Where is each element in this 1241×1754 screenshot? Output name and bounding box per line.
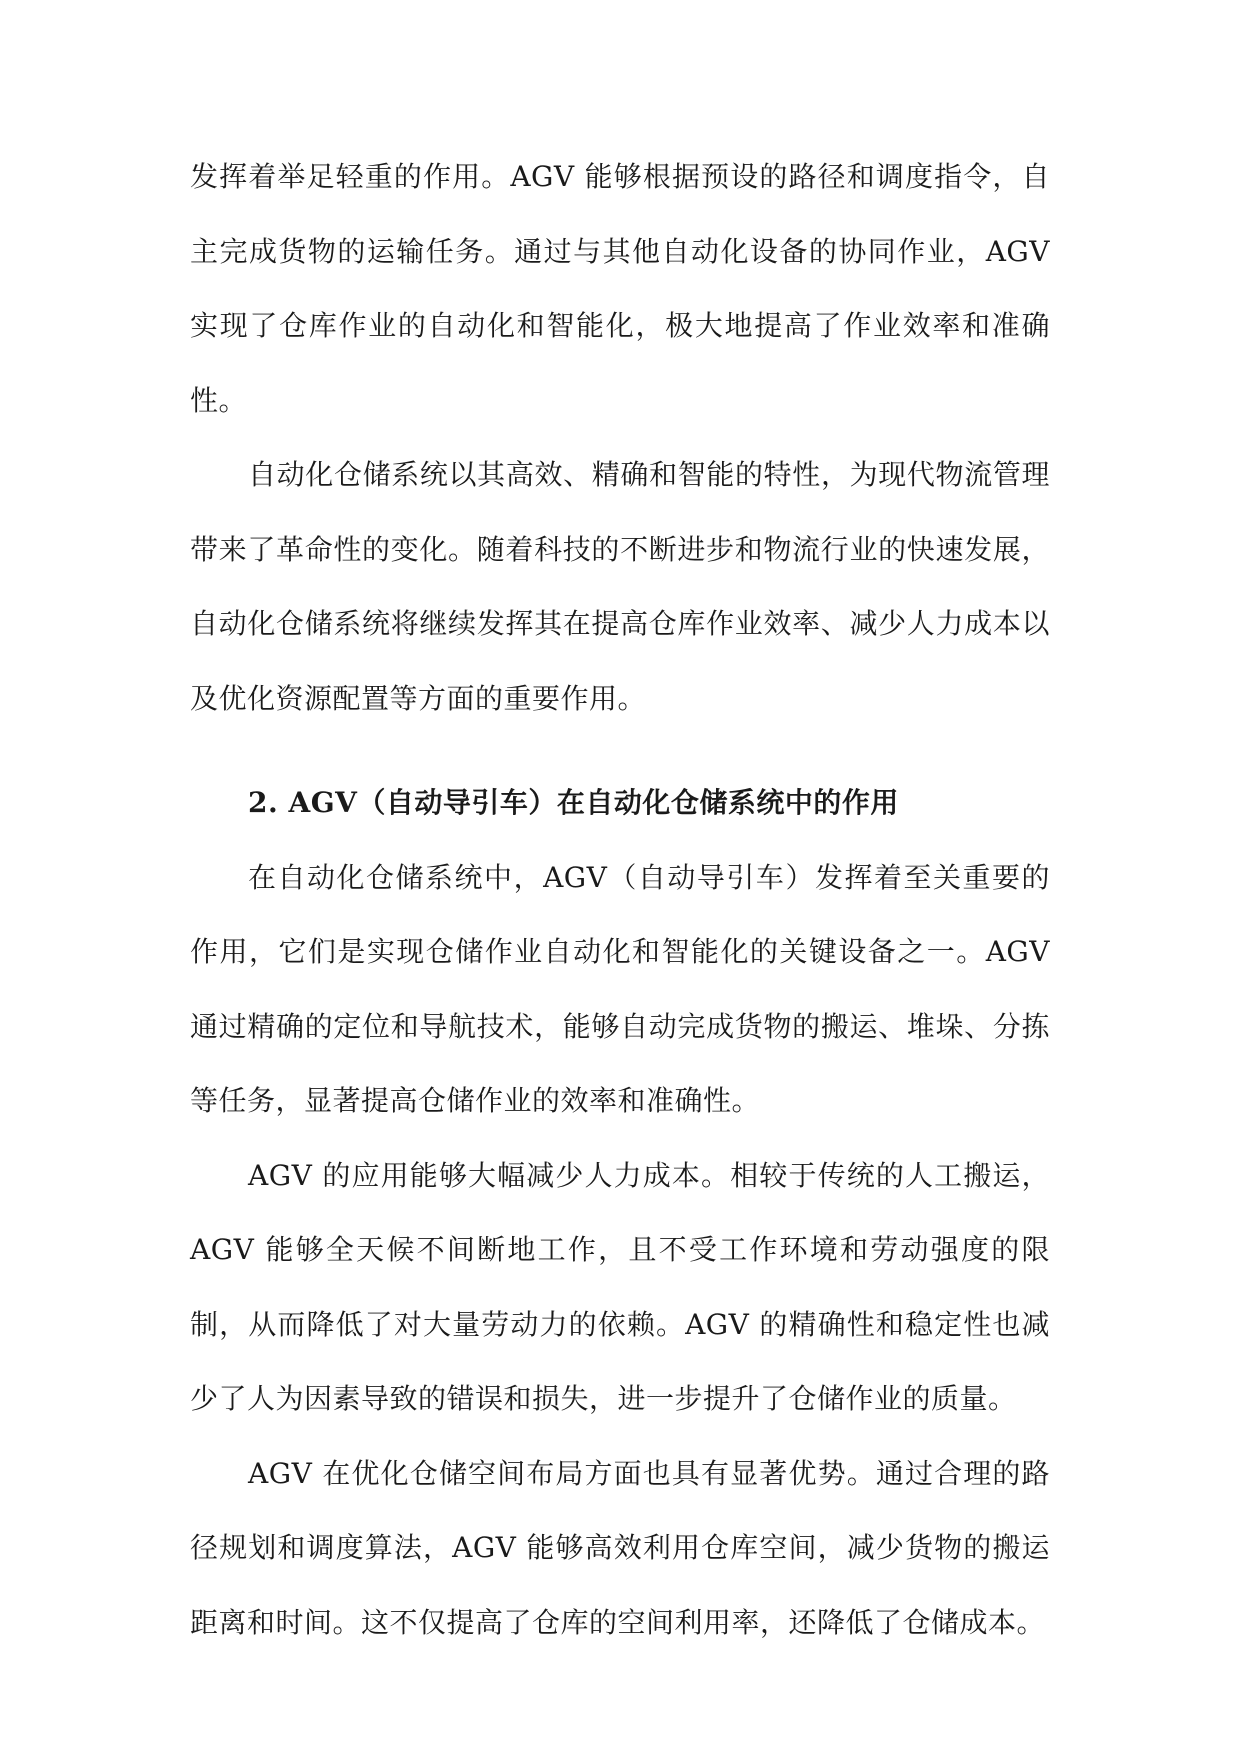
section-spacer — [190, 736, 1050, 766]
section-heading: 2. AGV（自动导引车）在自动化仓储系统中的作用 — [248, 786, 899, 819]
paragraph-agv-space-layout: AGV 在优化仓储空间布局方面也具有显著优势。通过合理的路径规划和调度算法，AGV 能够高效利用仓库空间，减少货物的搬运距离和时间。这不仅提高了仓库的空间利用率，还降低了仓储成本。 — [190, 1456, 1050, 1639]
paragraph-continuation: 发挥着举足轻重的作用。AGV 能够根据预设的路径和调度指令，自主完成货物的运输任务。通过与其他自动化设备的协同作业，AGV 实现了仓库作业的自动化和智能化，极大地提高了作业效率和准确性。 — [190, 160, 1050, 417]
document-body — [190, 140, 1050, 1660]
paragraph-summary: 自动化仓储系统以其高效、精确和智能的特性，为现代物流管理带来了革命性的变化。随着科技的不断进步和物流行业的快速发展，自动化仓储系统将继续发挥其在提高仓库作业效率、减少人力成本以及优化资源配置等方面的重要作用。 — [190, 458, 1050, 715]
paragraph-agv-role: 在自动化仓储系统中，AGV（自动导引车）发挥着至关重要的作用，它们是实现仓储作业自动化和智能化的关键设备之一。AGV 通过精确的定位和导航技术，能够自动完成货物的搬运、堆垛、分拣等任务，显著提高仓储作业的效率和准确性。 — [190, 860, 1050, 1117]
paragraph-agv-labor-cost: AGV 的应用能够大幅减少人力成本。相较于传统的人工搬运，AGV 能够全天候不间断地工作，且不受工作环境和劳动强度的限制，从而降低了对大量劳动力的依赖。AGV 的精确性和稳定性也减少了人为因素导致的错误和损失，进一步提升了仓储作业的质量。 — [190, 1158, 1050, 1415]
